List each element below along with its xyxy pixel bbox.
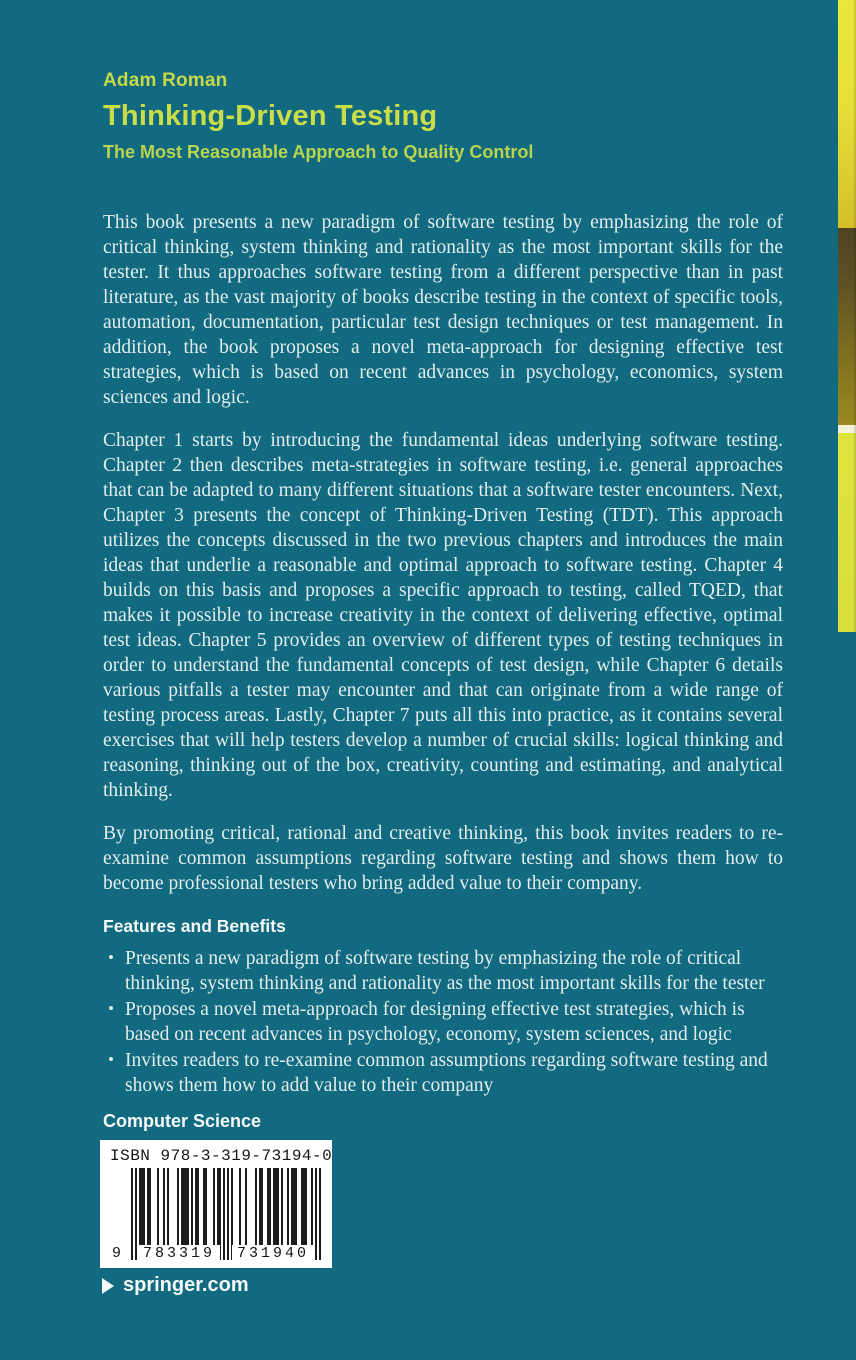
bullet-icon: • [108, 1050, 114, 1069]
synopsis [103, 210, 783, 1098]
feature-item [103, 1048, 783, 1098]
feature-item [103, 997, 783, 1047]
synopsis-paragraph-3: By promoting critical, rational and creative thinking, this book invites readers to re-examine common assumptions regarding software testing and shows them how to become professional testers who bring added value to their company. [103, 823, 783, 894]
publisher-link [102, 1274, 249, 1297]
synopsis-paragraph-1: This book presents a new paradigm of software testing by emphasizing the role of critical thinking, system thinking and rationality as the most important skills for the tester. It thus approaches software testing from a different perspective than in past literature, as the vast majority of books describe testing in the context of specific tools, automation, documentation, particular test design techniques or test management. In addition, the book proposes a novel meta-approach for designing effective test strategies, which is based on recent advances in psychology, economics, system sciences and logic. [103, 212, 783, 408]
barcode-digits-right: 731940 [232, 1245, 314, 1262]
feature-item-text: Proposes a novel meta-approach for designing effective test strategies, which is based on recent advances in psychology, economy, system sciences, and logic [125, 999, 745, 1045]
springer-arrow-icon [102, 1278, 114, 1294]
book-title: Thinking-Driven Testing [103, 100, 438, 132]
features-heading: Features and Benefits [103, 916, 286, 936]
feature-item-text: Invites readers to re-examine common assumptions regarding software testing and shows them how to add value to their company [125, 1050, 768, 1096]
isbn-number: ISBN 978-3-319-73194-0 [110, 1147, 333, 1165]
feature-item-text: Presents a new paradigm of software testing by emphasizing the role of critical thinking, system thinking and rationality as the most important skills for the tester [125, 948, 765, 994]
isbn-barcode [100, 1140, 332, 1268]
book-subtitle: The Most Reasonable Approach to Quality Control [103, 142, 534, 162]
features-list [103, 946, 783, 1098]
bullet-icon: • [108, 999, 114, 1018]
feature-item [103, 946, 783, 996]
barcode-digit-first: 9 [112, 1245, 122, 1262]
bullet-icon: • [108, 948, 114, 967]
barcode-digits-left: 783319 [138, 1245, 220, 1262]
masthead [103, 0, 783, 163]
publisher-domain: springer.com [123, 1274, 249, 1296]
synopsis-paragraph-2: Chapter 1 starts by introducing the fundamental ideas underlying software testing. Chapter 2 then describes meta-strategies in software testing, i.e. general approaches that can be adapted to many different situations that a software tester encounters. Next, Chapter 3 presents the concept of Thinking-Driven Testing (TDT). This approach utilizes the concepts discussed in the two previous chapters and introduces the main ideas that underlie a reasonable and optimal approach to software testing. Chapter 4 builds on this basis and proposes a specific approach to testing, called TQED, that makes it possible to increase creativity in the context of delivering effective, optimal test ideas. Chapter 5 provides an overview of different types of testing techniques in order to understand the fundamental concepts of test design, while Chapter 6 details various pitfalls a tester may encounter and that can originate from a wide range of testing process areas. Lastly, Chapter 7 puts all this into practice, as it contains several exercises that will help testers develop a number of crucial skills: logical thinking and reasoning, thinking out of the box, creativity, counting and estimating, and analytical thinking. [103, 430, 783, 801]
author-name: Adam Roman [103, 70, 228, 91]
barcode-bars-zone [112, 1168, 321, 1262]
category-label: Computer Science [103, 1111, 262, 1131]
